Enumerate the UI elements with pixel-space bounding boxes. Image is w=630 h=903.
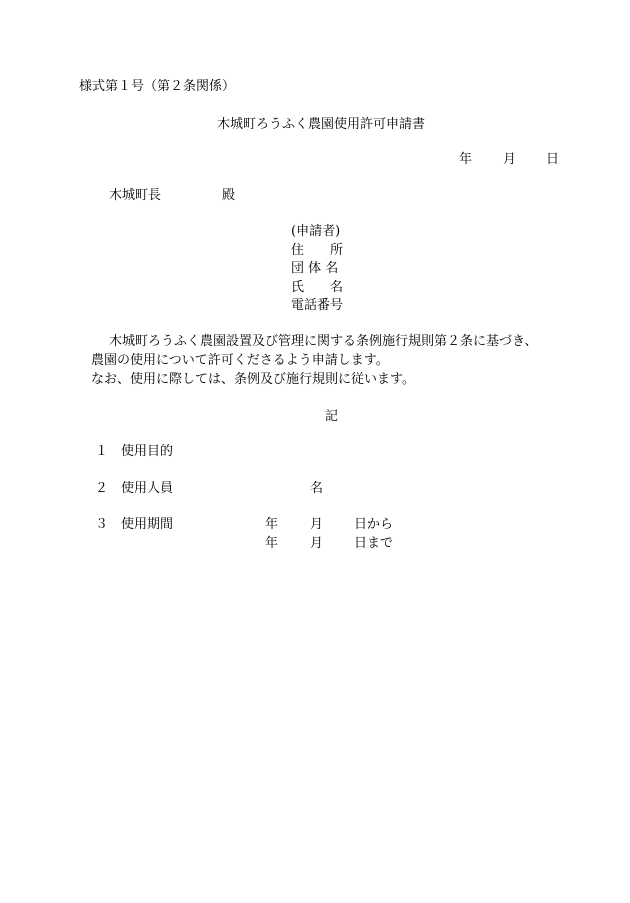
item-2-label: 使用人員: [121, 481, 174, 496]
applicant-address-label: 住 所: [291, 243, 344, 258]
applicant-phone-label: 電話番号: [291, 298, 344, 313]
item-1-label: 使用目的: [121, 444, 174, 459]
item-3-number: ３: [95, 517, 109, 532]
period-from-month: 月: [310, 517, 324, 532]
body-line-2: 農園の使用について許可くださるよう申請します。: [91, 353, 389, 368]
body-line-1: 木城町ろうふく農園設置及び管理に関する条例施行規則第２条に基づき、: [109, 334, 538, 349]
ki-heading: 記: [325, 409, 339, 424]
item-3-label: 使用期間: [121, 517, 174, 532]
item-1-number: １: [95, 444, 109, 459]
item-2-unit: 名: [310, 481, 324, 496]
period-to-year: 年: [265, 536, 279, 551]
date-day-label: 日: [546, 152, 560, 167]
applicant-heading: (申請者): [291, 224, 341, 239]
form-number: 様式第１号（第２条関係）: [79, 79, 236, 94]
body-line-3: なお、使用に際しては、条例及び施行規則に従います。: [91, 372, 415, 387]
period-from-year: 年: [265, 517, 279, 532]
addressee-honorific: 殿: [222, 188, 236, 203]
item-2-number: ２: [95, 481, 109, 496]
addressee-name: 木城町長: [109, 188, 162, 203]
period-to-month: 月: [310, 536, 324, 551]
period-from-day: 日から: [354, 517, 394, 532]
applicant-group-label: 団 体 名: [291, 261, 339, 276]
period-to-day: 日まで: [354, 536, 394, 551]
document-title: 木城町ろうふく農園使用許可申請書: [217, 117, 426, 132]
applicant-name-label: 氏 名: [291, 280, 344, 295]
date-year-label: 年: [459, 152, 473, 167]
date-month-label: 月: [503, 152, 517, 167]
